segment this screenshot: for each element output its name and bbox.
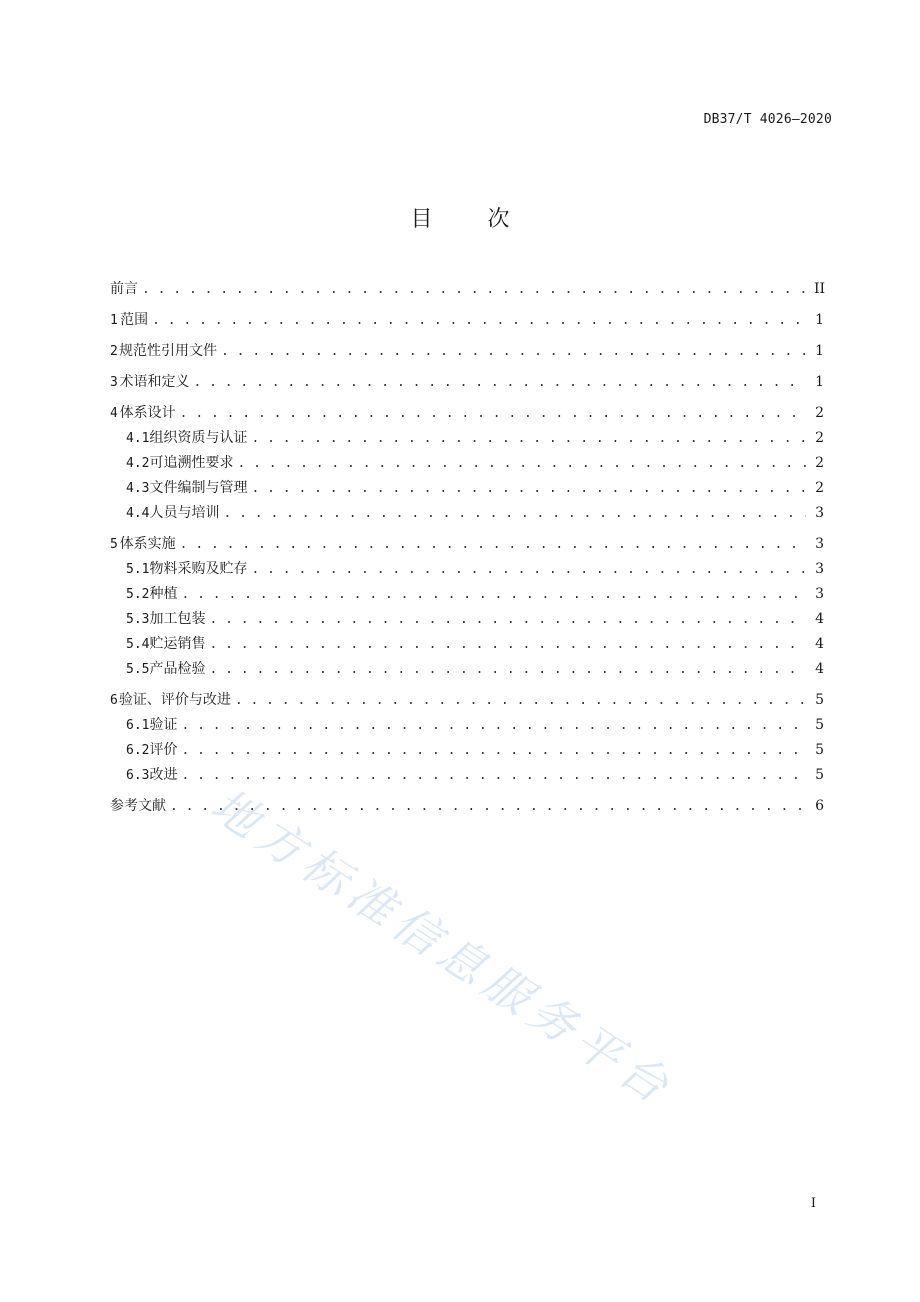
toc-entry[interactable] bbox=[110, 342, 824, 361]
toc-leader-dots bbox=[251, 480, 806, 498]
toc-entry-number: 4.2 bbox=[126, 456, 150, 471]
toc-subentry[interactable] bbox=[110, 585, 824, 604]
toc-entry[interactable] bbox=[110, 797, 824, 816]
toc-entry-label: 加工包装 bbox=[149, 611, 206, 627]
toc-entry-label: 组织资质与认证 bbox=[149, 430, 248, 446]
toc-entry-number: 6 bbox=[110, 693, 118, 708]
toc-entry-number: 4.4 bbox=[126, 506, 150, 521]
toc-entry-number: 1 bbox=[110, 313, 118, 328]
toc-entry-number: 4.3 bbox=[126, 481, 150, 496]
watermark-text: 地方标准信息服务平台 bbox=[201, 777, 684, 1117]
toc-subentry[interactable] bbox=[110, 504, 824, 523]
toc-entry-label: 前言 bbox=[110, 281, 138, 297]
toc-leader-dots bbox=[235, 692, 806, 710]
toc-entry-page: 6 bbox=[815, 798, 824, 814]
toc-leader-dots bbox=[223, 505, 806, 523]
toc-entry-page: 3 bbox=[815, 536, 824, 552]
toc-entry-number: 5.5 bbox=[126, 662, 150, 677]
toc-subentry[interactable] bbox=[110, 454, 824, 473]
toc-subentry[interactable] bbox=[110, 635, 824, 654]
toc-subentry[interactable] bbox=[110, 716, 824, 735]
toc-entry-page: 5 bbox=[815, 717, 824, 733]
toc-entry-number: 4.1 bbox=[126, 431, 150, 446]
toc-entry-number: 5.2 bbox=[126, 587, 150, 602]
toc-entry-label: 范围 bbox=[120, 312, 149, 328]
toc-entry-label: 文件编制与管理 bbox=[149, 480, 248, 496]
toc-entry-label: 体系实施 bbox=[119, 536, 176, 552]
toc-title: 目 次 bbox=[410, 207, 534, 232]
toc-subentry[interactable] bbox=[110, 479, 824, 498]
toc-entry-label: 产品检验 bbox=[149, 661, 206, 677]
toc-entry[interactable] bbox=[110, 373, 824, 392]
toc-entry-page: II bbox=[814, 281, 826, 297]
toc-entry-label: 评价 bbox=[149, 742, 178, 758]
toc-entry-page: 2 bbox=[815, 430, 824, 446]
toc-entry-label: 验证 bbox=[149, 717, 178, 733]
toc-leader-dots bbox=[181, 742, 806, 760]
toc-leader-dots bbox=[193, 374, 806, 392]
toc-leader-dots bbox=[181, 767, 806, 785]
toc-entry-label: 验证、评价与改进 bbox=[118, 692, 231, 708]
toc-leader-dots bbox=[251, 430, 806, 448]
toc-entry-number: 5.4 bbox=[126, 637, 150, 652]
toc-entry-page: 1 bbox=[815, 374, 824, 390]
toc-entry-page: 5 bbox=[815, 692, 824, 708]
toc-entry-label: 人员与培训 bbox=[149, 505, 220, 521]
toc-subentry[interactable] bbox=[110, 560, 824, 579]
toc-entry-page: 3 bbox=[815, 561, 824, 577]
toc-entry-number: 6.1 bbox=[126, 718, 150, 733]
toc-entry-label: 可追溯性要求 bbox=[149, 455, 234, 471]
toc-entry-page: 5 bbox=[815, 767, 824, 783]
page-number: I bbox=[810, 1196, 816, 1211]
toc-entry-page: 2 bbox=[815, 405, 824, 421]
toc-leader-dots bbox=[221, 343, 806, 361]
toc-entry-page: 1 bbox=[815, 312, 824, 328]
toc-entry-page: 4 bbox=[815, 611, 824, 627]
toc-entry-page: 4 bbox=[815, 636, 824, 652]
toc-entry-number: 6.2 bbox=[126, 743, 150, 758]
toc-entry-label: 种植 bbox=[149, 586, 178, 602]
toc-entry[interactable] bbox=[110, 691, 824, 710]
toc-subentry[interactable] bbox=[110, 766, 824, 785]
toc-entry-number: 2 bbox=[110, 344, 118, 359]
toc-leader-dots bbox=[181, 586, 806, 604]
toc-entry-label: 改进 bbox=[149, 767, 178, 783]
toc-entry[interactable] bbox=[110, 311, 824, 330]
toc-entry-label: 术语和定义 bbox=[119, 374, 190, 390]
toc-entry-label: 体系设计 bbox=[119, 405, 176, 421]
toc-leader-dots bbox=[152, 312, 806, 330]
document-code: DB37/T 4026—2020 bbox=[703, 112, 832, 127]
toc-entry-number: 6.3 bbox=[126, 768, 150, 783]
toc-entry[interactable] bbox=[110, 280, 824, 299]
toc-entry-page: 2 bbox=[815, 455, 824, 471]
toc-entry-page: 1 bbox=[815, 343, 824, 359]
toc-leader-dots bbox=[237, 455, 806, 473]
toc-entry-number: 3 bbox=[110, 375, 118, 390]
toc-entry-number: 5 bbox=[110, 537, 118, 552]
toc-entry-label: 参考文献 bbox=[110, 798, 166, 814]
toc-entry[interactable] bbox=[110, 535, 824, 554]
toc-entry-number: 5.3 bbox=[126, 612, 150, 627]
toc-leader-dots bbox=[181, 717, 806, 735]
toc-entry-page: 3 bbox=[815, 586, 824, 602]
toc-entry[interactable] bbox=[110, 404, 824, 423]
toc-leader-dots bbox=[180, 405, 806, 423]
toc-entry-label: 规范性引用文件 bbox=[119, 343, 218, 359]
toc-subentry[interactable] bbox=[110, 610, 824, 629]
toc-leader-dots bbox=[209, 661, 806, 679]
toc-leader-dots bbox=[209, 636, 806, 654]
toc-entry-number: 4 bbox=[110, 406, 118, 421]
table-of-contents bbox=[110, 280, 824, 816]
toc-entry-label: 物料采购及贮存 bbox=[149, 561, 248, 577]
toc-subentry[interactable] bbox=[110, 660, 824, 679]
toc-subentry[interactable] bbox=[110, 741, 824, 760]
toc-entry-number: 5.1 bbox=[126, 562, 150, 577]
toc-leader-dots bbox=[142, 281, 806, 299]
toc-subentry[interactable] bbox=[110, 429, 824, 448]
toc-leader-dots bbox=[180, 536, 806, 554]
toc-leader-dots bbox=[209, 611, 806, 629]
toc-entry-page: 2 bbox=[815, 480, 824, 496]
toc-leader-dots bbox=[251, 561, 806, 579]
toc-entry-page: 4 bbox=[815, 661, 824, 677]
toc-leader-dots bbox=[170, 798, 806, 816]
toc-entry-page: 3 bbox=[815, 505, 824, 521]
toc-entry-page: 5 bbox=[815, 742, 824, 758]
toc-entry-label: 贮运销售 bbox=[149, 636, 206, 652]
